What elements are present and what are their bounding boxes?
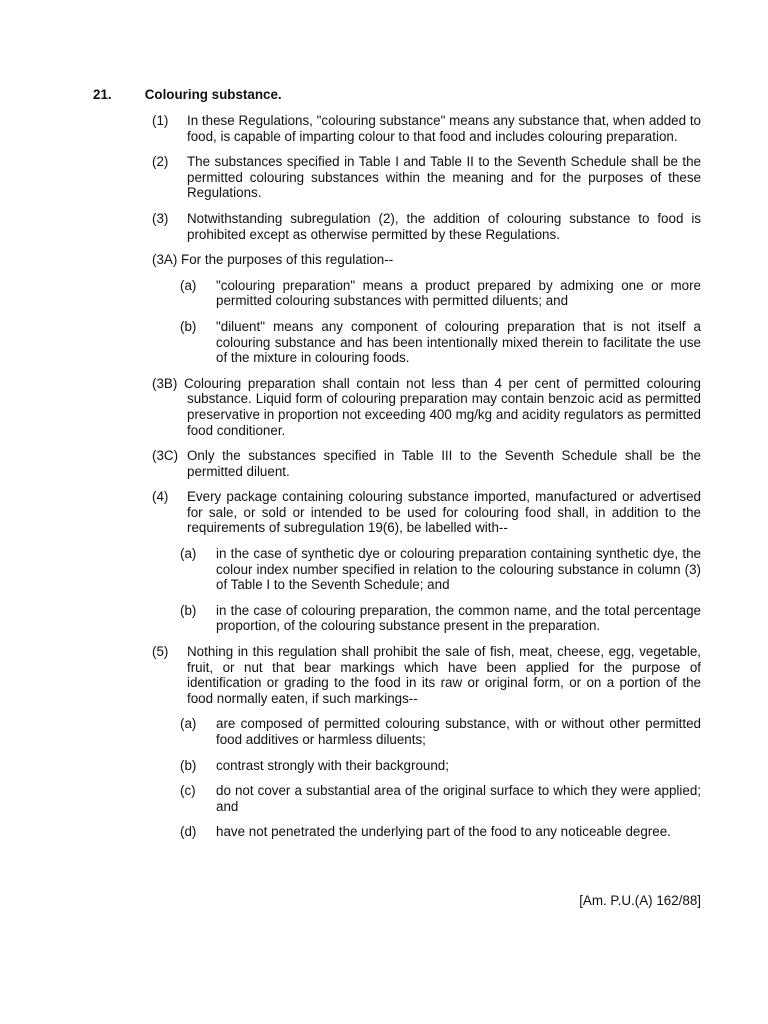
paragraph xyxy=(0,758,768,774)
paragraph-body: For the purposes of this regulation-- xyxy=(181,252,394,268)
paragraph xyxy=(0,546,768,593)
paragraph-label: (b) xyxy=(180,318,197,334)
paragraph-label: (3B) xyxy=(152,375,178,391)
paragraph-label: (1) xyxy=(152,113,169,128)
paragraph-text xyxy=(152,375,701,438)
paragraph xyxy=(0,448,768,479)
paragraph-text: have not penetrated the underlying part of the food to any noticeable degree. xyxy=(216,824,671,840)
paragraph-text: in the case of synthetic dye or colouring preparation containing synthetic dye, the colour index number specified in relation to the colouring substance in column (3) of Table I to the Seventh Schedule; and xyxy=(216,546,701,593)
paragraph xyxy=(0,278,768,309)
paragraph-body: Colouring preparation shall contain not less than 4 per cent of permitted colouring substance. Liquid form of colouring preparation may contain benzoic acid as permitted preservative in proportion not exceeding 400 mg/kg and acidity regulators as permitted food conditioner. xyxy=(183,375,701,438)
paragraph xyxy=(0,376,768,438)
section-heading xyxy=(93,87,282,103)
regulation-body xyxy=(0,113,768,850)
paragraph xyxy=(0,716,768,747)
paragraph-text: Every package containing colouring substance imported, manufactured or advertised for sale, or sold or intended to be used for colouring food shall, in addition to the requirements of subregulation 19(6), be labelled with-- xyxy=(187,489,701,536)
paragraph-label: (a) xyxy=(180,277,197,293)
paragraph-label: (c) xyxy=(180,783,196,799)
paragraph-label: (5) xyxy=(152,644,169,660)
paragraph-label: (3C) xyxy=(152,448,179,464)
paragraph-text: The substances specified in Table I and Table II to the Seventh Schedule shall be the permitted colouring substances within the meaning and for the purposes of these Regulations. xyxy=(187,154,701,201)
paragraph-text: Only the substances specified in Table III to the Seventh Schedule shall be the permitted diluent. xyxy=(187,448,701,479)
paragraph xyxy=(0,824,768,840)
paragraph xyxy=(0,783,768,814)
amendment-note: [Am. P.U.(A) 162/88] xyxy=(579,893,701,908)
paragraph-label: (a) xyxy=(180,546,197,562)
paragraph-text xyxy=(152,252,701,268)
paragraph-label: (3) xyxy=(152,210,169,226)
paragraph xyxy=(0,113,768,144)
paragraph xyxy=(0,489,768,536)
paragraph xyxy=(0,252,768,268)
paragraph-text: "diluent" means any component of colouring preparation that is not itself a colouring substance and has been intentionally mixed therein to facilitate the use of the mixture in colouring foods. xyxy=(216,318,701,366)
paragraph xyxy=(0,211,768,242)
paragraph-text: in the case of colouring preparation, the common name, and the total percentage proportion, of the colouring substance present in the preparation. xyxy=(216,602,701,634)
section-number: 21. xyxy=(93,87,112,102)
paragraph-text: Nothing in this regulation shall prohibit the sale of fish, meat, cheese, egg, vegetable, fruit, or nut that bear markings which have been applied for the purpose of identification or grading to the food in its raw or original form, or on a portion of the food normally eaten, if such markings-- xyxy=(187,644,701,706)
paragraph-text: Notwithstanding subregulation (2), the addition of colouring substance to food is prohibited except as otherwise permitted by these Regulations. xyxy=(187,210,701,242)
paragraph-text: do not cover a substantial area of the original surface to which they were applied; and xyxy=(216,783,701,814)
paragraph xyxy=(0,319,768,366)
paragraph-text: In these Regulations, "colouring substance" means any substance that, when added to food, is capable of imparting colour to that food and includes colouring preparation. xyxy=(187,113,701,144)
paragraph-label: (d) xyxy=(180,824,197,840)
section-title: Colouring substance. xyxy=(144,87,282,102)
paragraph xyxy=(0,603,768,634)
paragraph-label: (4) xyxy=(152,489,169,505)
paragraph-label: (b) xyxy=(180,602,197,618)
paragraph-text: contrast strongly with their background; xyxy=(216,757,449,773)
paragraph xyxy=(0,154,768,201)
paragraph-label: (2) xyxy=(152,154,169,170)
paragraph-label: (b) xyxy=(180,757,197,773)
paragraph-label: (3A) xyxy=(152,252,178,268)
paragraph-label: (a) xyxy=(180,716,197,732)
paragraph-text: "colouring preparation" means a product prepared by admixing one or more permitted colouring substances with permitted diluents; and xyxy=(216,277,701,309)
paragraph-text: are composed of permitted colouring substance, with or without other permitted food additives or harmless diluents; xyxy=(216,716,701,747)
paragraph xyxy=(0,644,768,706)
